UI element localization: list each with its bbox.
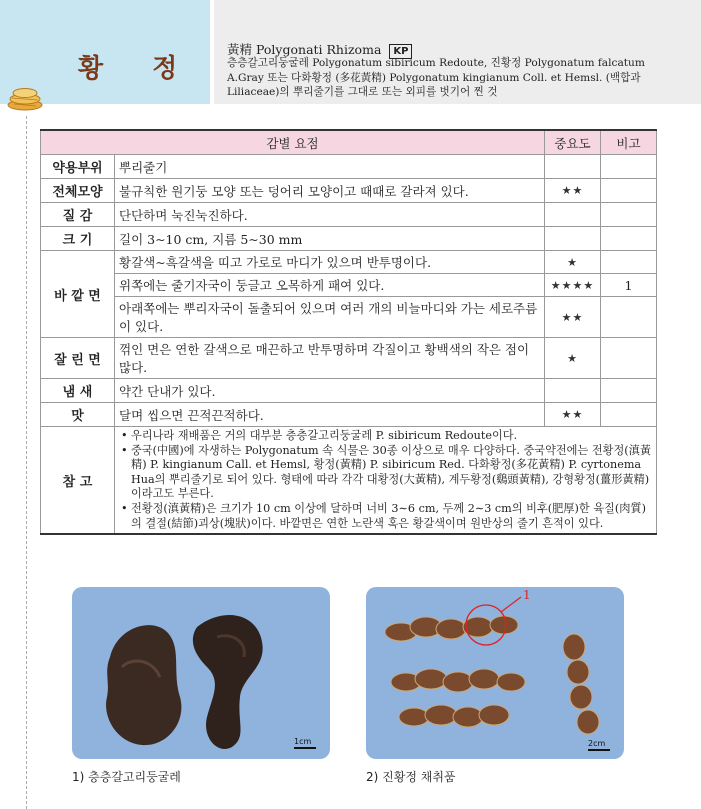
row-text: 위쪽에는 줄기자국이 둥글고 오목하게 패여 있다. [115, 274, 545, 297]
row-note: 1 [601, 274, 657, 297]
kp-badge: KP [389, 44, 412, 59]
header-importance: 중요도 [545, 130, 601, 155]
row-text: 아래쪽에는 뿌리자국이 돌출되어 있으며 여러 개의 비늘마디와 가는 세로주름이 있다. [115, 297, 545, 338]
row-text: 불규칙한 원기둥 모양 또는 덩어리 모양이고 때때로 갈라져 있다. [115, 179, 545, 203]
row-stars: ★★ [545, 403, 601, 427]
row-text: 길이 3∼10 cm, 지름 5∼30 mm [115, 227, 545, 251]
row-note [601, 297, 657, 338]
row-item: 맛 [41, 403, 115, 427]
row-stars: ★★★★ [545, 274, 601, 297]
scale-label: 2cm [588, 739, 606, 748]
row-stars [545, 227, 601, 251]
header-key-points: 감별 요점 [41, 130, 545, 155]
row-note [601, 179, 657, 203]
reference-list [119, 429, 652, 531]
figure-caption-1: 1) 층층갈고리둥굴레 [72, 770, 181, 784]
identification-table [40, 129, 657, 535]
row-text: 달며 씹으면 끈적끈적하다. [115, 403, 545, 427]
row-note [601, 338, 657, 379]
rhizoma-specimen-image [72, 587, 330, 759]
herb-hanja: 黃精 [227, 42, 253, 57]
row-note [601, 155, 657, 179]
rhizoma-collection-image [366, 587, 624, 759]
row-stars: ★ [545, 338, 601, 379]
row-stars [545, 155, 601, 179]
reference-item: • 우리나라 재배품은 거의 대부분 층층갈고리둥굴레 P. sibiricum Redoute이다. [131, 429, 652, 444]
row-text: 꺾인 면은 연한 갈색으로 매끈하고 반투명하며 각질이고 황백색의 작은 점이 많다. [115, 338, 545, 379]
row-text: 뿌리줄기 [115, 155, 545, 179]
row-stars: ★ [545, 251, 601, 274]
row-stars [545, 203, 601, 227]
row-item: 약용부위 [41, 155, 115, 179]
row-item: 질 감 [41, 203, 115, 227]
row-note [601, 251, 657, 274]
reference-item: • 전황정(滇黃精)은 크기가 10 cm 이상에 달하며 너비 3∼6 cm, 두께 2∼3 cm의 비후(肥厚)한 육질(肉質)의 결절(結節)괴상(塊狀)이다. 바깥면은 연한 노란색 혹은 황갈색이며 원반상의 줄기 흔적이 있다. [131, 502, 652, 531]
row-stars: ★★ [545, 179, 601, 203]
row-note [601, 227, 657, 251]
row-item: 참 고 [41, 427, 115, 535]
herb-latin-name: Polygonati Rhizoma [256, 42, 382, 57]
figure-marker: 1 [523, 588, 531, 602]
header-note: 비고 [601, 130, 657, 155]
herb-bundle-icon [6, 82, 44, 112]
page-title: 황 정 [78, 54, 198, 84]
row-stars: ★★ [545, 297, 601, 338]
herb-description: 층층갈고리둥굴레 Polygonatum sibiricum Redoute, 진황정 Polygonatum falcatum A.Gray 또는 다화황정 (多花黃精) Polygonatum kingianum Coll. et Hemsl. (백합과 Liliaceae)의 뿌리줄기를 그대로 또는 외피를 벗기어 찐 것 [227, 57, 645, 98]
figure-caption-2: 2) 진황정 채취품 [366, 770, 456, 784]
row-item: 냄 새 [41, 379, 115, 403]
row-text: 황갈색∼흑갈색을 띠고 가로로 마디가 있으며 반투명이다. [115, 251, 545, 274]
row-item: 바 깥 면 [41, 251, 115, 338]
reference-cell [115, 427, 657, 535]
photo-sibiricum [72, 587, 330, 759]
row-item: 잘 린 면 [41, 338, 115, 379]
row-text: 단단하며 눅진눅진하다. [115, 203, 545, 227]
row-text: 약간 단내가 있다. [115, 379, 545, 403]
margin-guide [26, 116, 27, 809]
row-note [601, 379, 657, 403]
row-note [601, 403, 657, 427]
photo-falcatum [366, 587, 624, 759]
reference-item: • 중국(中國)에 자생하는 Polygonatum 속 식물은 30종 이상으로 매우 다양하다. 중국약전에는 전황정(滇黃精) P. kingianum Call. et Hemsl, 황정(黃精) P. sibiricum Red. 다화황정(多花黃精) P. cyrtonema Hua의 뿌리줄기로 되어 있다. 형태에 따라 각각 대황정(大黃精), 계두황정(鷄頭黃精), 강형황정(薑形黃精)이라고도 부른다. [131, 444, 652, 502]
row-item: 크 기 [41, 227, 115, 251]
scale-label: 1cm [294, 737, 312, 746]
row-item: 전체모양 [41, 179, 115, 203]
row-stars [545, 379, 601, 403]
row-note [601, 203, 657, 227]
